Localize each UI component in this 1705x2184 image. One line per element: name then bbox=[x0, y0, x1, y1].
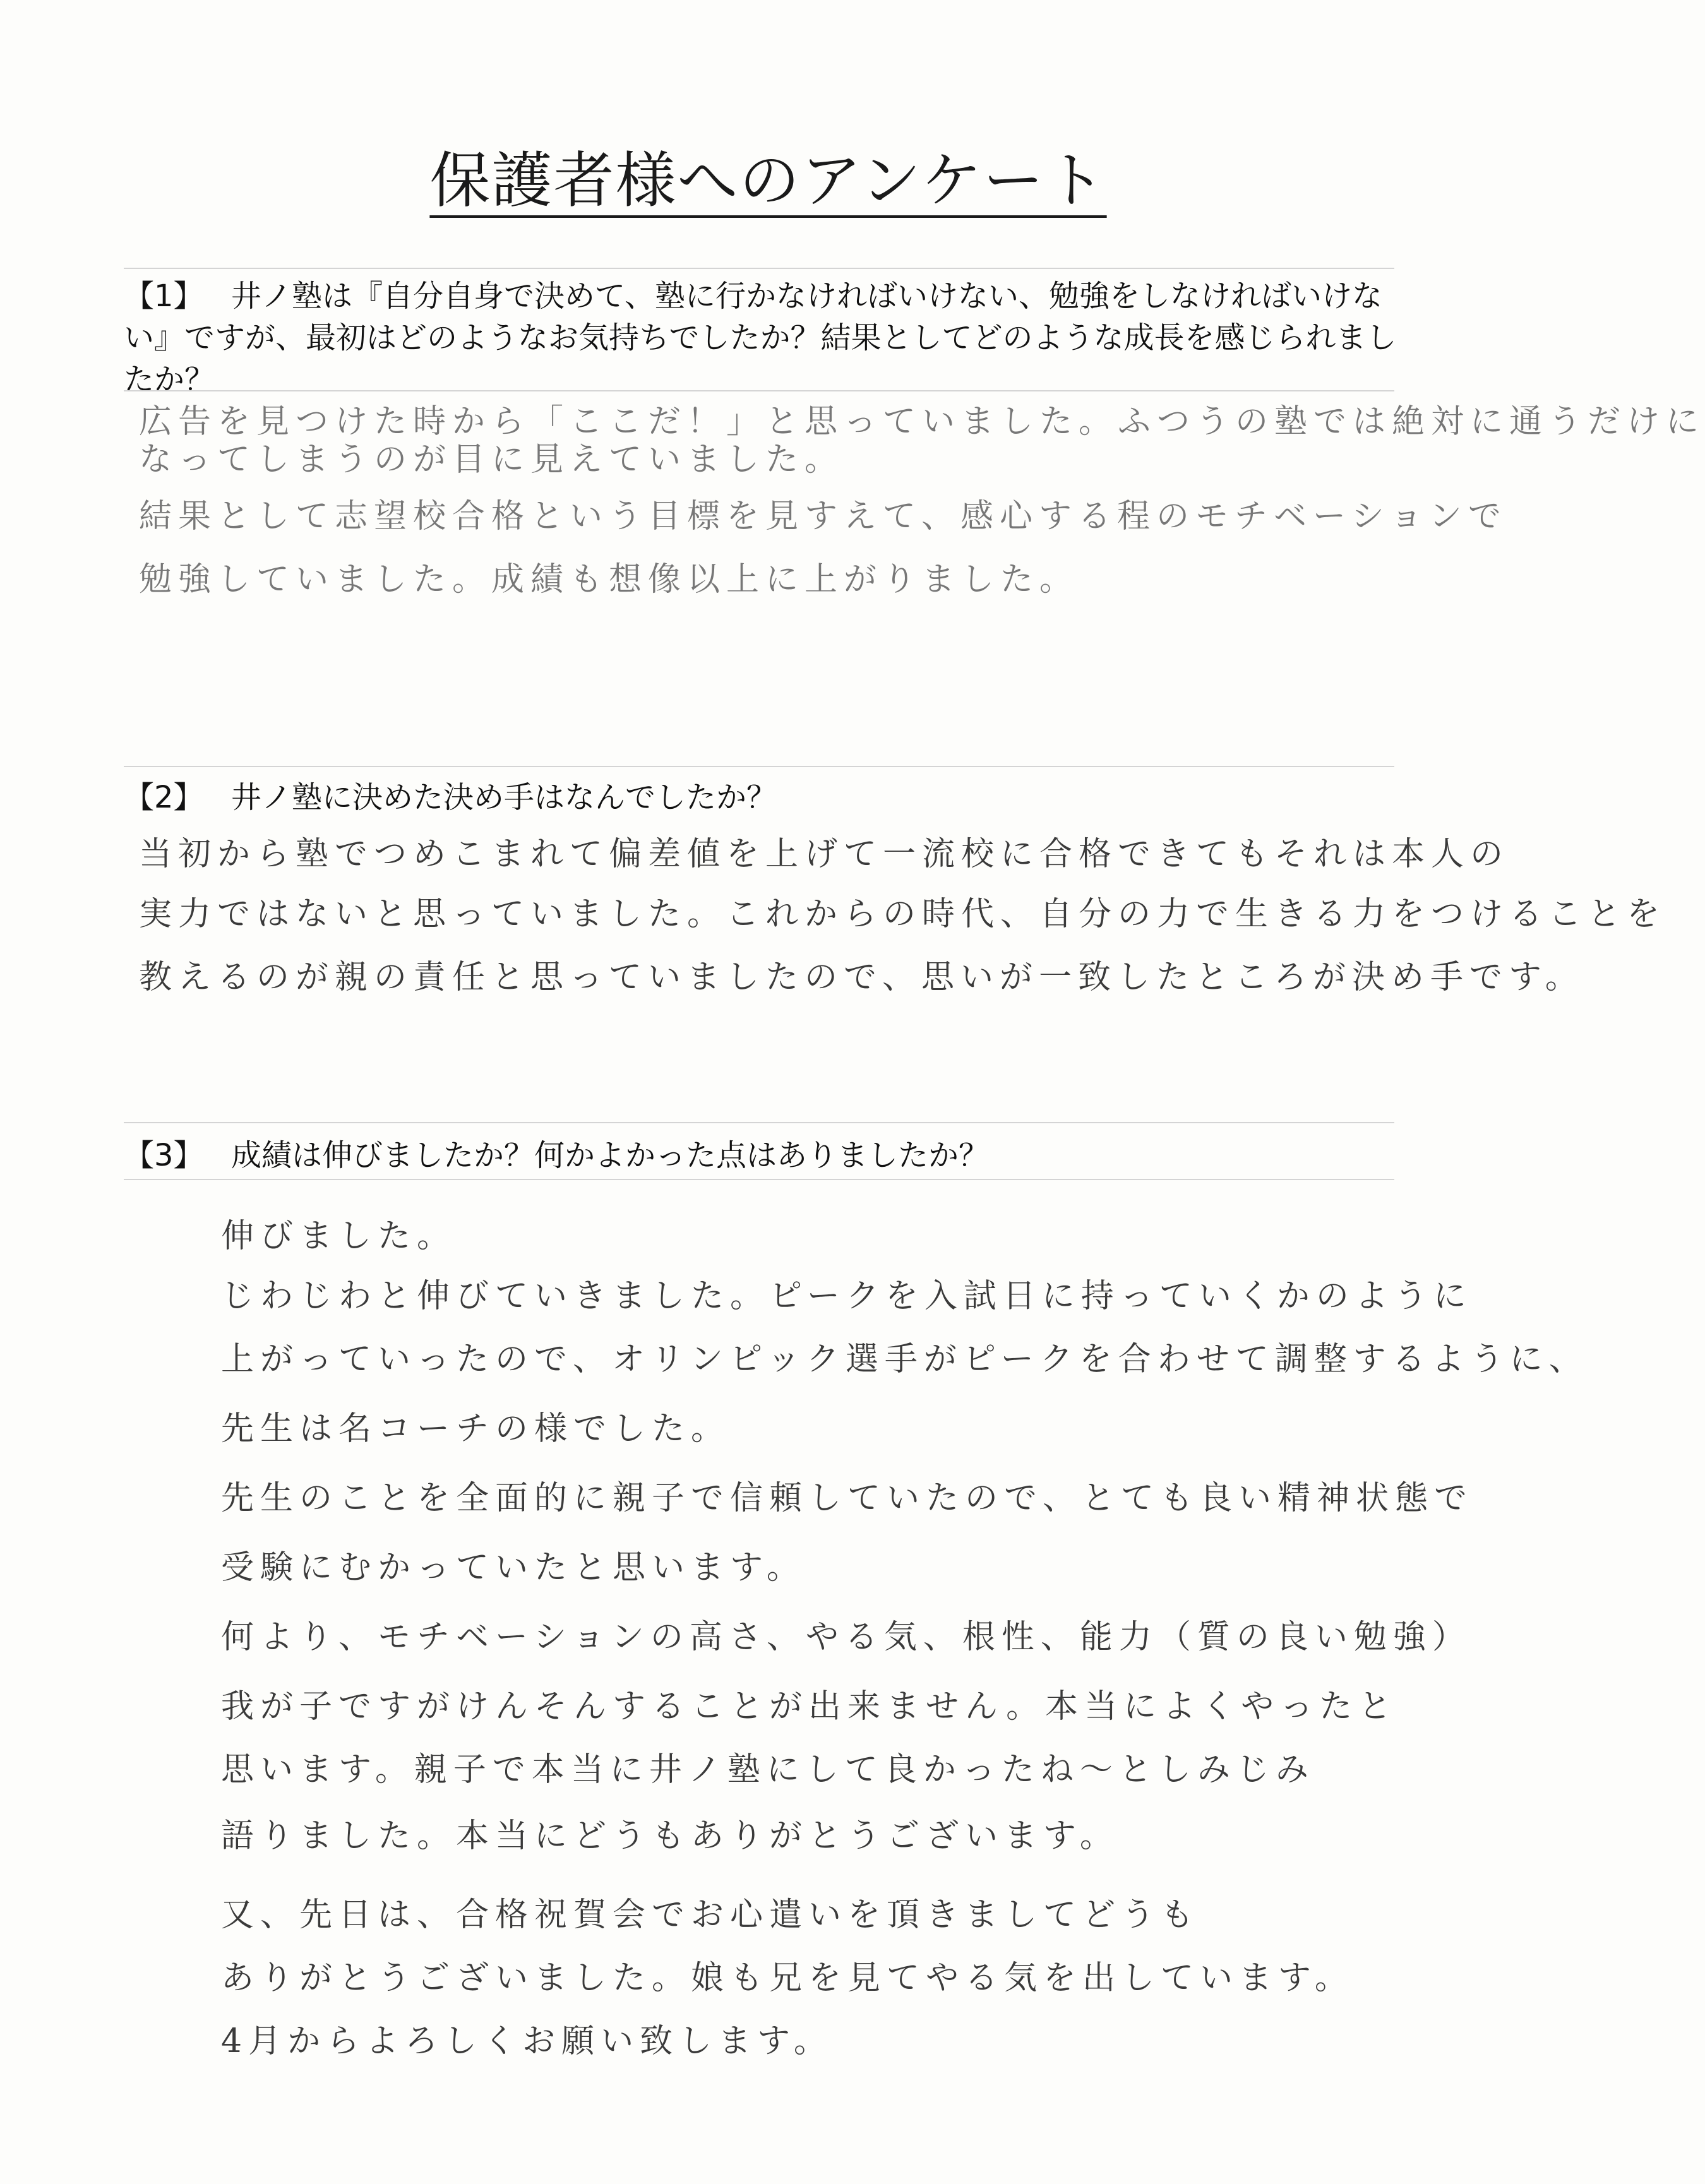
answer-line: 何より、モチベーションの高さ、やる気、根性、能力（質の良い勉強） bbox=[221, 1618, 1471, 1656]
divider bbox=[124, 766, 1394, 767]
answer-line: じわじわと伸びていきました。ピークを入試日に持っていくかのように bbox=[221, 1277, 1473, 1315]
answer-line: 先生のことを全面的に親子で信頼していたので、とても良い精神状態で bbox=[221, 1479, 1473, 1517]
question-text: 井ノ塾に決めた決め手はなんでしたか？ bbox=[231, 780, 777, 815]
question-number: 【3】 bbox=[124, 1138, 204, 1173]
question-text: 成績は伸びましたか？何かよかった点はありましたか？ bbox=[231, 1138, 990, 1173]
answer-line: 上がっていったので、オリンピック選手がピークを合わせて調整するように、 bbox=[221, 1340, 1588, 1378]
answer-line: 受験にむかっていたと思います。 bbox=[221, 1549, 806, 1587]
answer-line: 4月からよろしくお願い致します。 bbox=[221, 2022, 833, 2060]
answer-line: 実力ではないと思っていました。これからの時代、自分の力で生きる力をつけることを bbox=[139, 895, 1666, 933]
divider bbox=[124, 390, 1394, 391]
answer-line: 広告を見つけた時から「ここだ！」と思っていました。ふつうの塾では絶対に通うだけに bbox=[139, 403, 1705, 441]
answer-line: 勉強していました。成績も想像以上に上がりました。 bbox=[139, 561, 1079, 599]
answer-line: なってしまうのが目に見えていました。 bbox=[139, 441, 844, 479]
page-title: 保護者様へのアンケート bbox=[429, 145, 1107, 216]
answer-line: ありがとうございました。娘も兄を見てやる気を出しています。 bbox=[221, 1959, 1354, 1997]
divider bbox=[124, 1179, 1394, 1180]
answer-line: 伸びました。 bbox=[221, 1217, 457, 1255]
divider bbox=[124, 1122, 1394, 1123]
question-1 bbox=[124, 275, 1406, 400]
answer-line: 語りました。本当にどうもありがとうございます。 bbox=[221, 1817, 1119, 1855]
answer-line: 結果として志望校合格という目標を見すえて、感心する程のモチベーションで bbox=[139, 498, 1507, 535]
answer-line: 思います。親子で本当に井ノ塾にして良かったね～としみじみ bbox=[221, 1751, 1315, 1789]
answer-line: 当初から塾でつめこまれて偏差値を上げて一流校に合格できてもそれは本人の bbox=[139, 835, 1510, 873]
question-2 bbox=[124, 777, 1406, 818]
question-text: 井ノ塾は『自分自身で決めて、塾に行かなければいけない、勉強をしなければいけない』ですが、最初はどのようなお気持ちでしたか？結果としてどのような成長を感じられましたか？ bbox=[124, 278, 1397, 397]
answer-line: 又、先日は、合格祝賀会でお心遣いを頂きましてどうも bbox=[221, 1896, 1200, 1934]
answer-line: 教えるのが親の責任と思っていましたので、思いが一致したところが決め手です。 bbox=[139, 958, 1584, 996]
answer-line: 先生は名コーチの様でした。 bbox=[221, 1410, 731, 1448]
answer-line: 我が子ですがけんそんすることが出来ません。本当によくやったと bbox=[221, 1688, 1398, 1726]
question-number: 【2】 bbox=[124, 780, 204, 815]
question-number: 【1】 bbox=[124, 278, 204, 314]
divider bbox=[124, 268, 1394, 269]
question-3 bbox=[124, 1135, 1406, 1176]
